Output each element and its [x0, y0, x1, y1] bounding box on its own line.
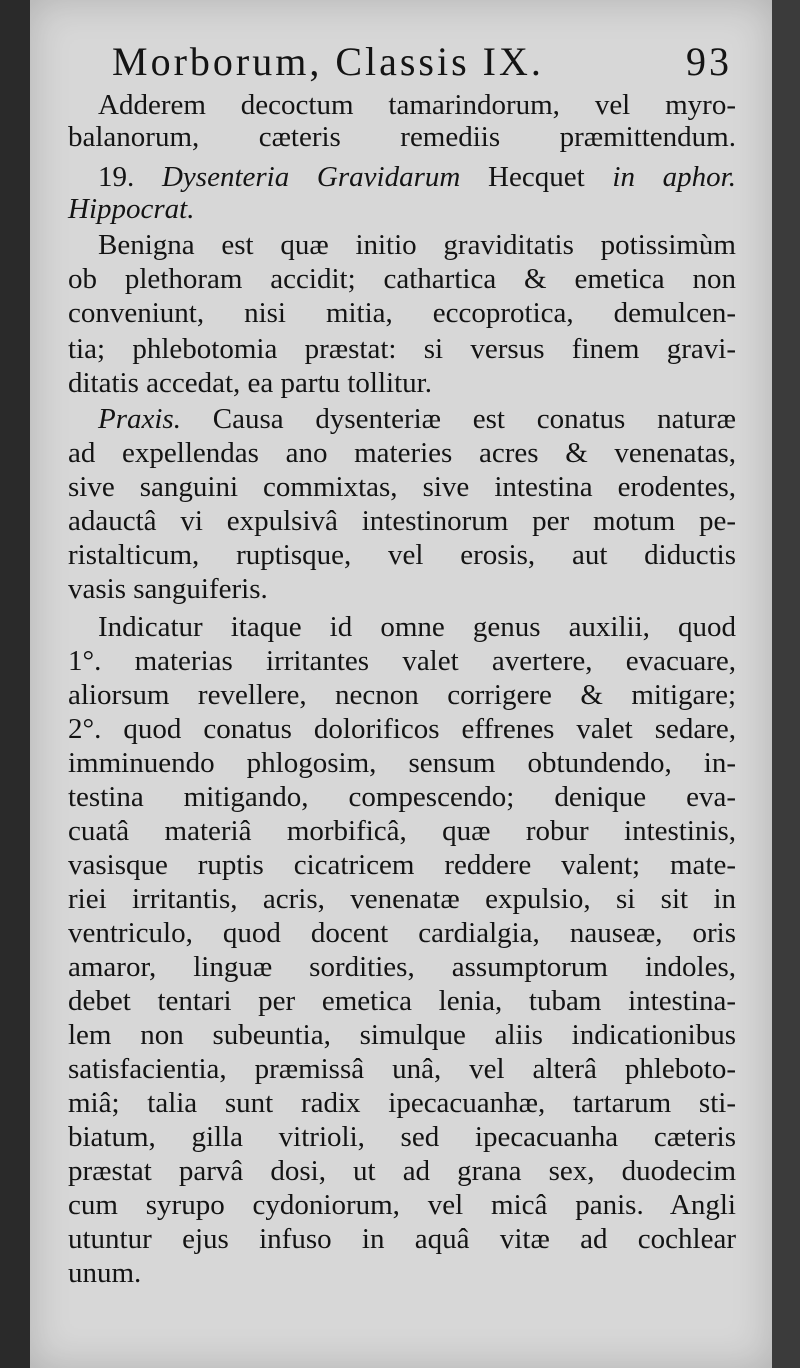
- text-line: imminuendo phlogosim, sensum obtundendo, in-: [68, 747, 736, 779]
- text-line: tia; phlebotomia præstat: si versus finem gravi-: [68, 333, 736, 365]
- text-line: adauctâ vi expulsivâ intestinorum per motum pe-: [68, 505, 736, 537]
- text-line: lem non subeuntia, simulque aliis indicationibus: [68, 1019, 736, 1051]
- text-line: Benigna est quæ initio graviditatis potissimùm: [98, 229, 736, 261]
- praxis-line: Praxis. Causa dysenteriæ est conatus naturæ: [98, 403, 736, 435]
- text-line: vasisque ruptis cicatricem reddere valent; mate-: [68, 849, 736, 881]
- text-line: ventriculo, quod docent cardialgia, nauseæ, oris: [68, 917, 736, 949]
- text-line: Indicatur itaque id omne genus auxilii, quod: [98, 611, 736, 643]
- text-line: ad expellendas ano materies acres & venenatas,: [68, 437, 736, 469]
- text-line: debet tentari per emetica lenia, tubam intestina-: [68, 985, 736, 1017]
- text-line: ristalticum, ruptisque, vel erosis, aut diductis: [68, 539, 736, 571]
- text-line: miâ; talia sunt radix ipecacuanhæ, tartarum sti-: [68, 1087, 736, 1119]
- section-heading-line: 19. Dysenteria Gravidarum Hecquet in aphor.: [98, 161, 736, 193]
- text-line: 2°. quod conatus dolorificos effrenes valet sedare,: [68, 713, 736, 745]
- text-line: ob plethoram accidit; cathartica & emetica non: [68, 263, 736, 295]
- text-line: satisfacientia, præmissâ unâ, vel alterâ phleboto-: [68, 1053, 736, 1085]
- section-heading-line: Hippocrat.: [68, 193, 195, 225]
- text-line: cuatâ materiâ morbificâ, quæ robur intestinis,: [68, 815, 736, 847]
- text-line: Adderem decoctum tamarindorum, vel myro-: [98, 89, 736, 121]
- text-line: testina mitigando, compescendo; denique eva-: [68, 781, 736, 813]
- running-title: Morborum, Classis IX.: [112, 39, 544, 84]
- text-line: utuntur ejus infuso in aquâ vitæ ad cochlear: [68, 1223, 736, 1255]
- text-line: amaror, linguæ sordities, assumptorum indoles,: [68, 951, 736, 983]
- text-line: conveniunt, nisi mitia, eccoprotica, demulcen-: [68, 297, 736, 329]
- text-line: unum.: [68, 1257, 142, 1289]
- text-line: cum syrupo cydoniorum, vel micâ panis. Angli: [68, 1189, 736, 1221]
- praxis-label: Praxis.: [98, 403, 181, 435]
- heading-italic-ref: in aphor.: [612, 161, 736, 193]
- page-edge-shadow: [772, 0, 800, 1368]
- text-line: præstat parvâ dosi, ut ad grana sex, duodecim: [68, 1155, 736, 1187]
- text-line: vasis sanguiferis.: [68, 573, 268, 605]
- book-page: [30, 0, 772, 1368]
- text-line: 1°. materias irritantes valet avertere, evacuare,: [68, 645, 736, 677]
- running-header: [112, 38, 732, 88]
- text-line: ditatis accedat, ea partu tollitur.: [68, 367, 432, 399]
- text-line: balanorum, cæteris remediis præmittendum.: [68, 121, 736, 153]
- text-line: biatum, gilla vitrioli, sed ipecacuanha cæteris: [68, 1121, 736, 1153]
- text-line: aliorsum revellere, necnon corrigere & mitigare;: [68, 679, 736, 711]
- text-line: riei irritantis, acris, venenatæ expulsio, si sit in: [68, 883, 736, 915]
- text-line: sive sanguini commixtas, sive intestina erodentes,: [68, 471, 736, 503]
- heading-italic: Dysenteria Gravidarum: [161, 161, 461, 193]
- page-number: 93: [686, 39, 732, 84]
